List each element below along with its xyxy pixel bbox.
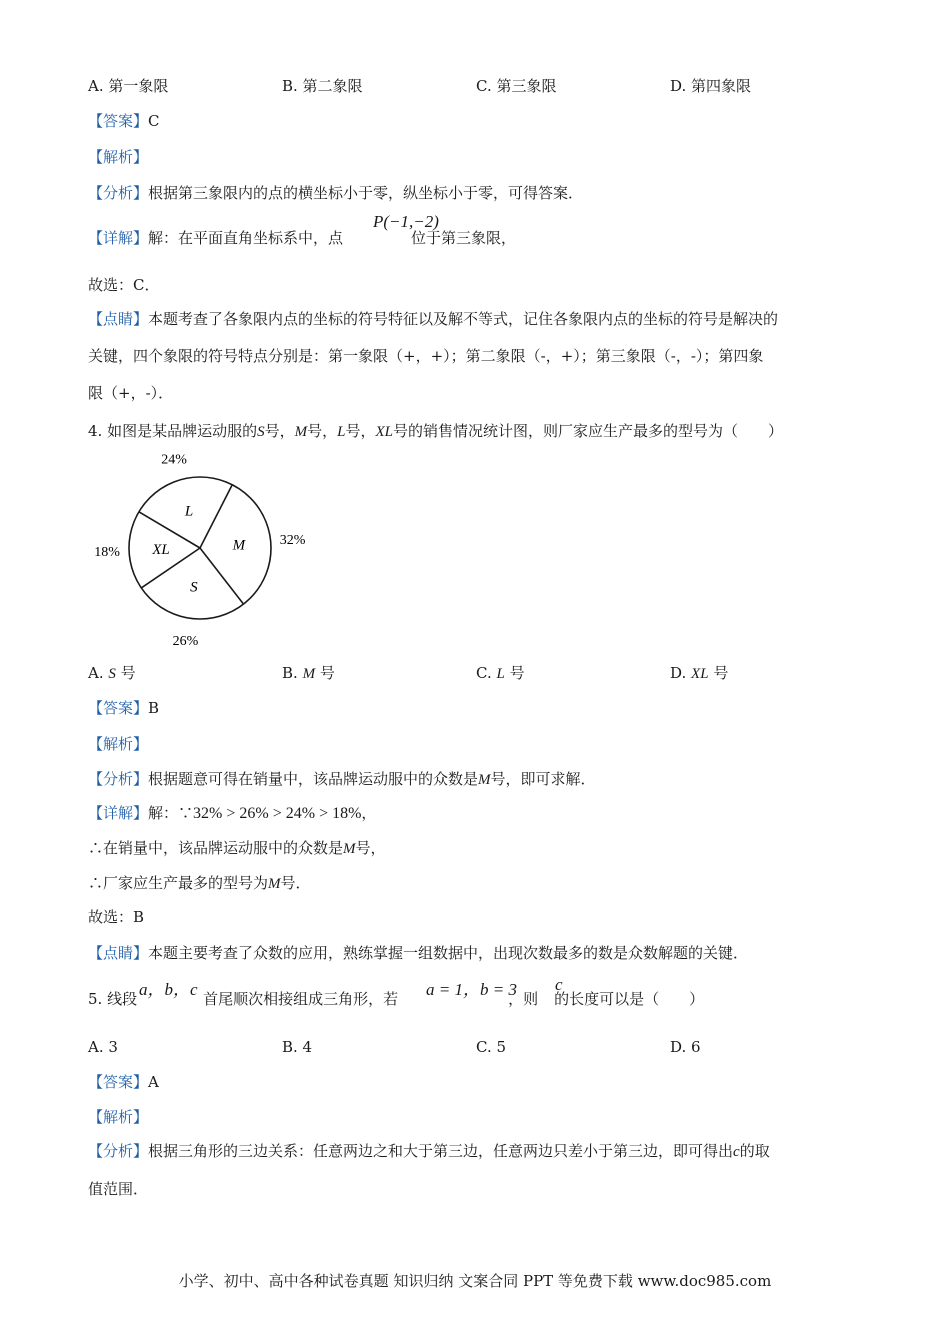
q4-fenxi bbox=[88, 769, 596, 790]
q3-answer bbox=[88, 111, 160, 131]
pie-slice-label-s: S bbox=[190, 579, 198, 596]
q3-dianjing bbox=[88, 301, 863, 412]
q4-option-a bbox=[88, 663, 136, 684]
pie-slice-boundary-s bbox=[200, 548, 244, 604]
q3-option-b: B. 第二象限 bbox=[282, 77, 363, 95]
hao: 号， bbox=[307, 422, 338, 440]
q4-xiangjie bbox=[88, 803, 376, 824]
line-pre: ∴在销量中，该品牌运动服中的众数是 bbox=[88, 839, 344, 857]
dianjing-tag: 【点睛】 bbox=[88, 944, 149, 962]
option-var: XL bbox=[691, 666, 709, 682]
fenxi-post: 号，即可求解． bbox=[490, 770, 596, 788]
pie-value-label-l: 24% bbox=[161, 452, 187, 468]
pie-slices bbox=[129, 477, 271, 619]
fenxi-tag: 【分析】 bbox=[88, 770, 149, 788]
q4-answer bbox=[88, 698, 159, 718]
option-suffix: 号 bbox=[504, 664, 525, 682]
dianjing-tag: 【点睛】 bbox=[88, 310, 149, 328]
option-letter: B. bbox=[282, 664, 303, 682]
option-letter: A. bbox=[88, 664, 109, 682]
xiangjie-pre: 解：在平面直角坐标系中，点 bbox=[148, 229, 344, 247]
xiangjie-inequality: 32% > 26% > 24% > 18% bbox=[193, 805, 362, 822]
fenxi-line-1-post: 的取 bbox=[739, 1142, 770, 1160]
q3-option-c: C. 第三象限 bbox=[476, 77, 557, 95]
q4-option-d bbox=[670, 663, 728, 684]
pie-value-label-m: 32% bbox=[279, 533, 306, 549]
q5-fenxi bbox=[88, 1133, 863, 1208]
hao: 号， bbox=[264, 422, 295, 440]
answer-value: A bbox=[148, 1073, 159, 1091]
q5-condition-formula: a = 1，b = 3 bbox=[426, 980, 517, 999]
q5-stem-pre: 5. 线段 bbox=[88, 990, 138, 1008]
dianjing-text: 本题主要考查了众数的应用，熟练掌握一组数据中，出现次数最多的数是众数解题的关键． bbox=[148, 944, 749, 962]
pie-slice-label-m: M bbox=[232, 537, 246, 554]
q4-option-b bbox=[282, 663, 335, 684]
option-var: M bbox=[302, 666, 316, 682]
answer-value: B bbox=[148, 699, 160, 717]
q4-line-3 bbox=[88, 873, 311, 894]
option-suffix: 号 bbox=[115, 664, 136, 682]
q3-guxuan: 故选：C． bbox=[88, 276, 160, 294]
pie-slice-label-xl: XL bbox=[152, 542, 170, 559]
q3-analysis-tag: 【解析】 bbox=[88, 148, 149, 166]
fenxi-tag: 【分析】 bbox=[88, 1142, 149, 1160]
var-l: L bbox=[337, 424, 346, 440]
q4-stem-pre: 4. 如图是某品牌运动服的 bbox=[88, 422, 258, 440]
q4-line-2 bbox=[88, 838, 386, 859]
xiangjie-pre: 解：∵ bbox=[148, 804, 194, 822]
fenxi-pre: 根据题意可得在销量中，该品牌运动服中的众数是 bbox=[148, 770, 479, 788]
q3-point-formula: P(−1,−2) bbox=[373, 212, 439, 231]
pie-slice-boundary-m bbox=[200, 485, 232, 548]
q4-stem bbox=[88, 421, 783, 442]
q3-fenxi bbox=[88, 183, 583, 203]
option-suffix: 号 bbox=[708, 664, 729, 682]
page-footer: 小学、初中、高中各种试卷真题 知识归纳 文案合同 PPT 等免费下载 www.doc985.com bbox=[178, 1272, 772, 1290]
hao: 号， bbox=[345, 422, 376, 440]
q3-option-d: D. 第四象限 bbox=[670, 77, 752, 95]
var-m: M bbox=[294, 424, 308, 440]
q3-option-a: A. 第一象限 bbox=[88, 77, 169, 95]
fenxi-var: M bbox=[478, 772, 491, 788]
q5-analysis-tag: 【解析】 bbox=[88, 1108, 149, 1126]
fenxi-line-2: 值范围． bbox=[88, 1180, 149, 1198]
q4-analysis-tag: 【解析】 bbox=[88, 735, 149, 753]
q4-guxuan: 故选：B bbox=[88, 908, 145, 926]
q5-option-b: B. 4 bbox=[282, 1038, 313, 1056]
q3-xiangjie bbox=[88, 228, 516, 248]
q5-option-d: D. 6 bbox=[670, 1038, 701, 1056]
pie-value-label-xl: 18% bbox=[94, 544, 120, 560]
q5-option-a: A. 3 bbox=[88, 1038, 118, 1056]
q5-vars-formula: a，b，c bbox=[139, 980, 198, 999]
fenxi-var: c bbox=[733, 1144, 740, 1160]
option-letter: D. bbox=[670, 664, 692, 682]
q5-stem-mid: 首尾顺次相接组成三角形，若 bbox=[203, 990, 399, 1008]
pie-chart bbox=[80, 450, 320, 650]
xiangjie-post: 位于第三象限， bbox=[411, 229, 517, 247]
dianjing-line-2: 关键，四个象限的符号特点分别是：第一象限（+，+）；第二象限（-，+）；第三象限（-，-）；第四象 bbox=[88, 347, 764, 365]
pie-slice-label-l: L bbox=[184, 503, 194, 520]
line-post: 号， bbox=[355, 839, 386, 857]
answer-value: C bbox=[148, 112, 160, 130]
xiangjie-tag: 【详解】 bbox=[88, 804, 149, 822]
fenxi-line-1-pre: 根据三角形的三边关系：任意两边之和大于第三边，任意两边只差小于第三边，即可得出 bbox=[148, 1142, 734, 1160]
line-var: M bbox=[268, 876, 281, 892]
q5-option-c: C. 5 bbox=[476, 1038, 507, 1056]
q4-dianjing bbox=[88, 943, 748, 963]
dianjing-line-1: 本题考查了各象限内点的坐标的符号特征以及解不等式，记住各象限内点的坐标的符号是解决的 bbox=[148, 310, 779, 328]
line-var: M bbox=[343, 841, 356, 857]
line-post: 号． bbox=[280, 874, 311, 892]
q5-c-formula: c bbox=[555, 975, 563, 994]
q4-option-c bbox=[476, 663, 525, 684]
option-var: L bbox=[496, 666, 505, 682]
q5-stem-then: ，则 bbox=[508, 990, 539, 1008]
q5-answer bbox=[88, 1072, 159, 1092]
answer-tag: 【答案】 bbox=[88, 112, 149, 130]
var-xl: XL bbox=[375, 424, 393, 440]
answer-tag: 【答案】 bbox=[88, 699, 149, 717]
fenxi-tag: 【分析】 bbox=[88, 184, 149, 202]
option-letter: C. bbox=[476, 664, 497, 682]
line-pre: ∴厂家应生产最多的型号为 bbox=[88, 874, 269, 892]
fenxi-text: 根据第三象限内的点的横坐标小于零，纵坐标小于零，可得答案． bbox=[148, 184, 584, 202]
option-var: S bbox=[108, 666, 116, 682]
xiangjie-post: ， bbox=[361, 804, 377, 822]
option-suffix: 号 bbox=[315, 664, 335, 682]
pie-value-label-s: 26% bbox=[172, 633, 199, 649]
dianjing-line-3: 限（+，-）． bbox=[88, 384, 174, 402]
q5-stem-post: 的长度可以是（ ） bbox=[554, 990, 705, 1008]
q4-stem-post: 号的销售情况统计图，则厂家应生产最多的型号为（ ） bbox=[393, 422, 784, 440]
var-s: S bbox=[257, 424, 265, 440]
xiangjie-tag: 【详解】 bbox=[88, 229, 149, 247]
answer-tag: 【答案】 bbox=[88, 1073, 149, 1091]
